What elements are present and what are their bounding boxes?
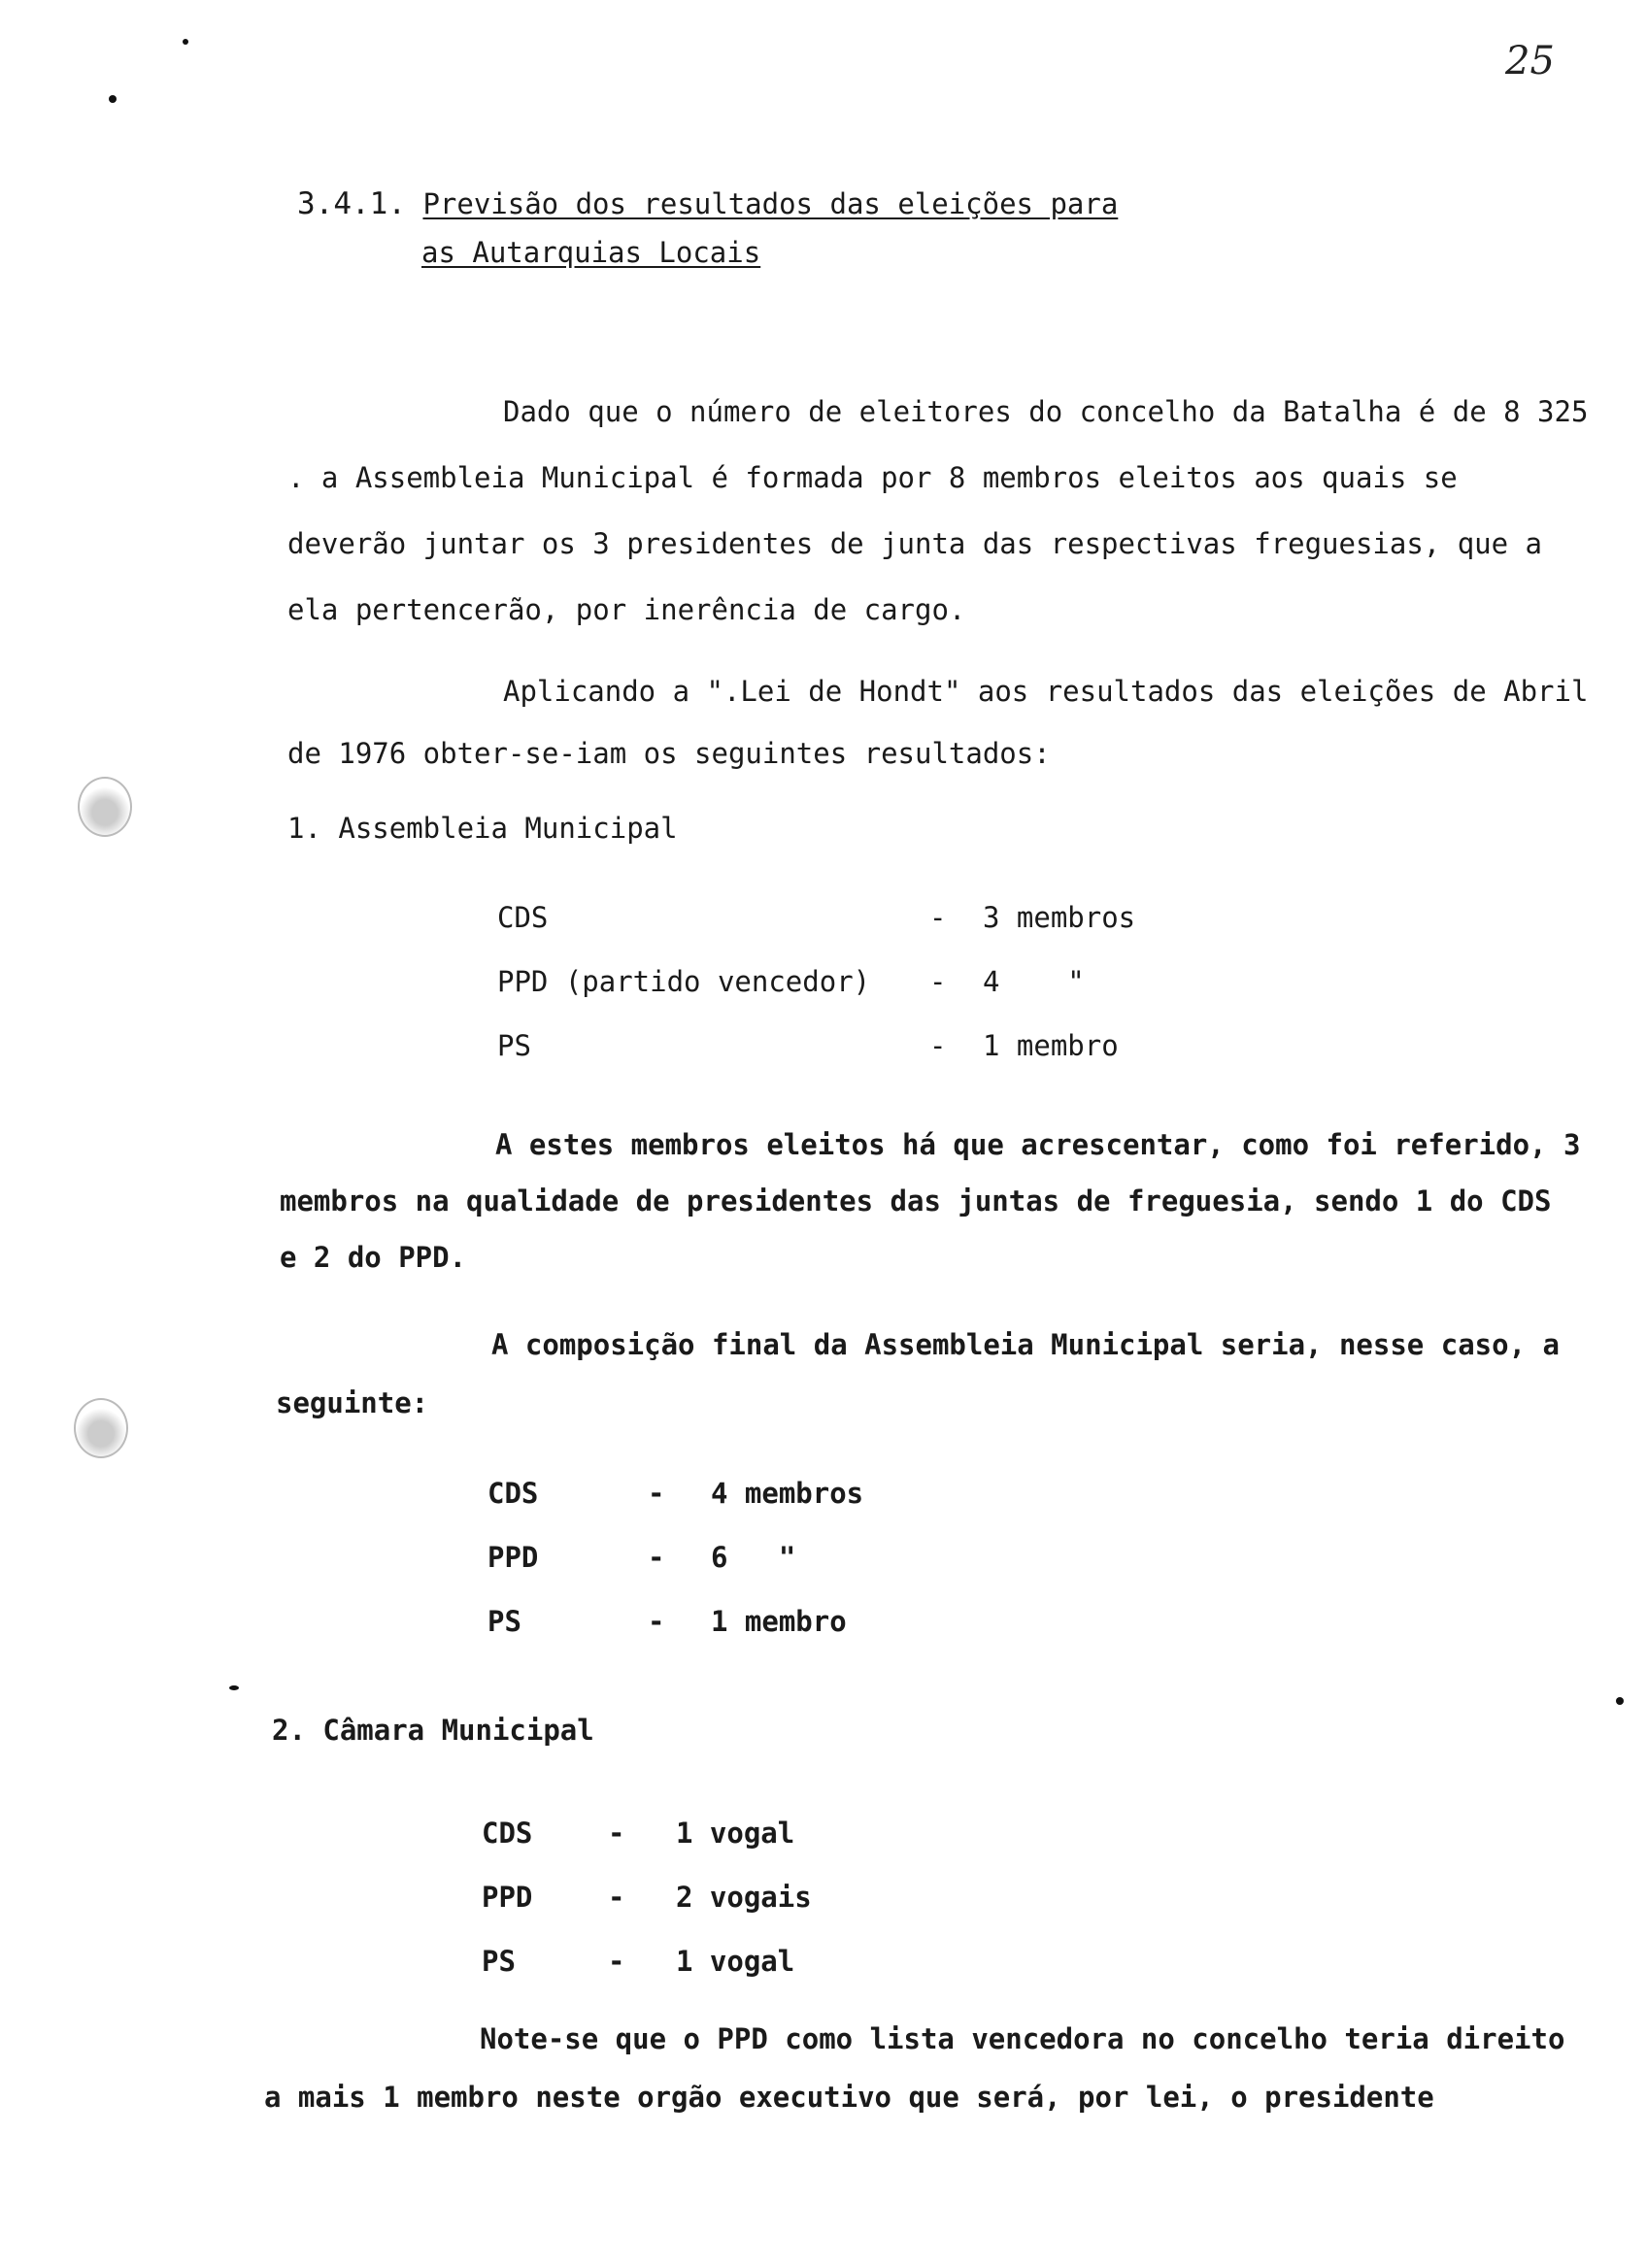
- final-composition-table: [487, 1461, 863, 1653]
- party-name: PPD (partido vencedor): [497, 965, 871, 998]
- paragraph-electors: Dado que o número de eleitores do concelho da Batalha é de 8 325 . a Assembleia Municipal é formada por 8 membros eleitos aos quais se deverão juntar os 3 presidentes de junta das respectivas freguesias, que a ela pertencerão, por inerência de cargo.: [287, 395, 1589, 626]
- list-title-camara: 2. Câmara Municipal: [272, 1714, 594, 1747]
- separator-dash: -: [648, 1605, 665, 1638]
- paragraph-ppd-note: Note-se que o PPD como lista vencedora no concelho teria direito a mais 1 membro neste orgão executivo que será, por lei, o presidente: [264, 2022, 1565, 2114]
- binder-hole: [78, 777, 132, 837]
- seat-count: 1 membro: [983, 1029, 1119, 1062]
- page-number: 25: [1505, 39, 1555, 83]
- seat-count: 6 ": [711, 1541, 796, 1574]
- ink-speck: [1616, 1697, 1624, 1705]
- separator-dash: -: [648, 1541, 665, 1574]
- assembleia-results-table: [497, 885, 1135, 1078]
- list-title-assembleia: 1. Assembleia Municipal: [287, 812, 678, 845]
- table-row: [482, 1801, 812, 1865]
- party-name: CDS: [487, 1477, 539, 1510]
- seat-count: 4 ": [983, 965, 1085, 998]
- seat-count: 1 vogal: [676, 1817, 795, 1850]
- section-number: 3.4.1.: [297, 186, 406, 221]
- separator-dash: -: [929, 901, 947, 934]
- ink-speck: [229, 1685, 239, 1690]
- seat-count: 4 membros: [711, 1477, 864, 1510]
- table-row: [497, 885, 1135, 950]
- separator-dash: -: [608, 1817, 625, 1850]
- party-name: PS: [482, 1945, 516, 1978]
- table-row: [497, 950, 1135, 1014]
- party-name: PPD: [482, 1881, 533, 1914]
- paragraph-hondt: Aplicando a ".Lei de Hondt" aos resultados das eleições de Abril de 1976 obter-se-iam os seguintes resultados:: [287, 675, 1589, 770]
- party-name: PS: [487, 1605, 521, 1638]
- table-row: [482, 1929, 812, 1993]
- table-row: [487, 1525, 863, 1589]
- seat-count: 1 vogal: [676, 1945, 795, 1978]
- separator-dash: -: [929, 1029, 947, 1062]
- ink-speck: [109, 95, 117, 103]
- binder-hole: [74, 1398, 128, 1458]
- separator-dash: -: [648, 1477, 665, 1510]
- seat-count: 1 membro: [711, 1605, 847, 1638]
- party-name: CDS: [482, 1817, 533, 1850]
- party-name: CDS: [497, 901, 549, 934]
- separator-dash: -: [608, 1881, 625, 1914]
- ink-speck: [183, 39, 188, 45]
- separator-dash: -: [608, 1945, 625, 1978]
- paragraph-added-members: A estes membros eleitos há que acrescentar, como foi referido, 3 membros na qualidade de presidentes das juntas de freguesia, sendo 1 do CDS e 2 do PPD.: [280, 1128, 1581, 1274]
- table-row: [487, 1461, 863, 1525]
- party-name: PPD: [487, 1541, 539, 1574]
- section-title-line-1: Previsão dos resultados das eleições para: [422, 187, 1119, 220]
- section-title-line-2: as Autarquias Locais: [421, 236, 761, 269]
- paragraph-final-composition: A composição final da Assembleia Municipal seria, nesse caso, a seguinte:: [276, 1328, 1560, 1419]
- separator-dash: -: [929, 965, 947, 998]
- camara-results-table: [482, 1801, 812, 1993]
- table-row: [487, 1589, 863, 1653]
- table-row: [482, 1865, 812, 1929]
- table-row: [497, 1014, 1135, 1078]
- section-heading: [297, 180, 1118, 277]
- seat-count: 2 vogais: [676, 1881, 812, 1914]
- seat-count: 3 membros: [983, 901, 1136, 934]
- party-name: PS: [497, 1029, 531, 1062]
